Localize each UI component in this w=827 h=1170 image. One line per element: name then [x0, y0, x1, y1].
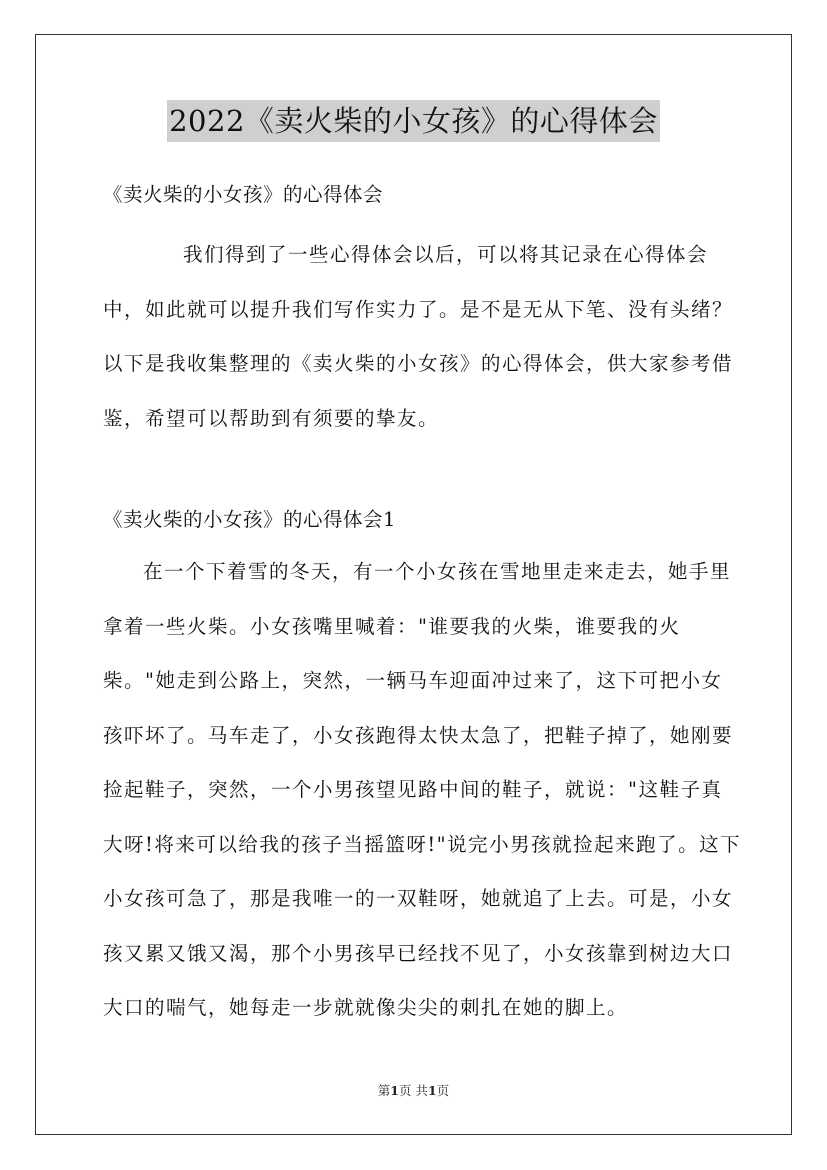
page-prefix: 第: [377, 1083, 391, 1098]
section-1-body: 在一个下着雪的冬天，有一个小女孩在雪地里走来走去，她手里拿着一些火柴。小女孩嘴里喊着："谁要我的火柴，谁要我的火柴。"她走到公路上，突然，一辆马车迎面冲过来了，这下可把小女孩吓坏了。马车走了，小女孩跑得太快太急了，把鞋子掉了，她刚要捡起鞋子，突然，一个小男孩望见路中间的鞋子，就说："这鞋子真大呀!将来可以给我的孩子当摇篮呀!"说完小男孩就捡起来跑了。这下小女孩可急了，那是我唯一的一双鞋呀，她就追了上去。可是，小女孩又累又饿又渴，那个小男孩早已经找不见了，小女孩靠到树边大口大口的喘气，她每走一步就就像尖尖的刺扎在她的脚上。: [103, 560, 742, 1019]
document-subtitle: 《卖火柴的小女孩》的心得体会: [103, 183, 384, 206]
page-suffix: 页: [436, 1083, 450, 1098]
title-container: [0, 100, 827, 142]
page-total-number: 1: [427, 1083, 437, 1098]
page-mid: 页 共: [399, 1083, 428, 1098]
section-1-heading: 《卖火柴的小女孩》的心得体会1: [103, 508, 396, 531]
page-current-number: 1: [390, 1083, 399, 1098]
page-footer: [0, 1082, 827, 1100]
intro-paragraph: 我们得到了一些心得体会以后，可以将其记录在心得体会中，如此就可以提升我们写作实力了。是不是无从下笔、没有头绪？以下是我收集整理的《卖火柴的小女孩》的心得体会，供大家参考借鉴，希望可以帮助到有须要的挚友。: [103, 243, 734, 430]
document-title: 2022《卖火柴的小女孩》的心得体会: [167, 100, 660, 142]
